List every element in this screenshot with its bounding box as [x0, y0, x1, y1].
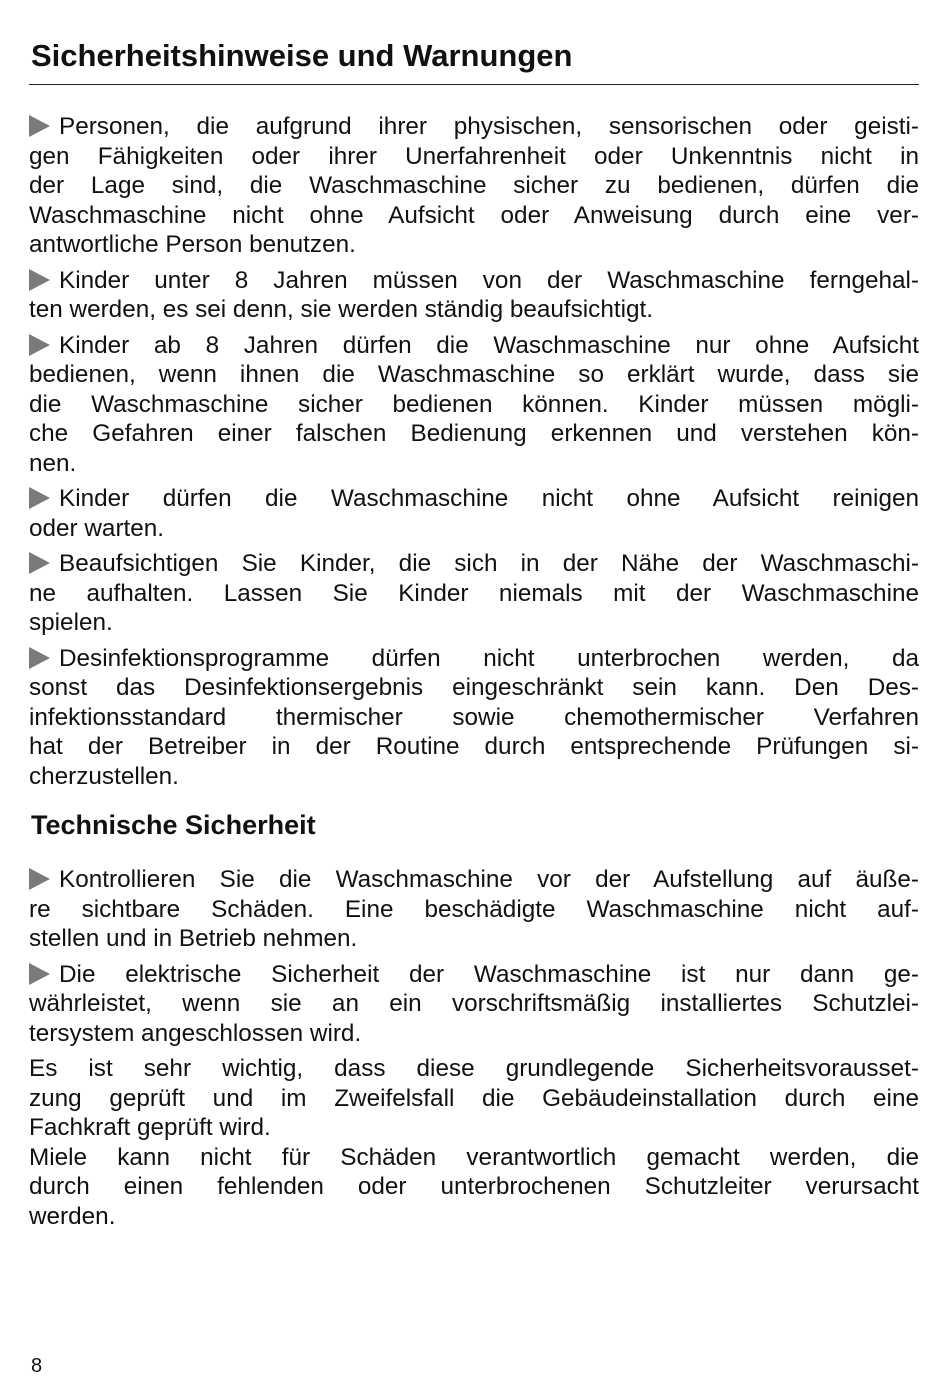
- text-line: [29, 865, 919, 895]
- text-line: [29, 266, 919, 296]
- technical-safety-list: [29, 865, 919, 1048]
- text-line: [29, 360, 919, 390]
- technical-safety-notes: [29, 1054, 919, 1231]
- text-line: [29, 1202, 919, 1232]
- text-line: [29, 142, 919, 172]
- text-line: [29, 484, 919, 514]
- text-line: [29, 295, 919, 325]
- text-line-content: Fachkraft geprüft wird.: [29, 1114, 271, 1141]
- bullet-item: [29, 266, 919, 325]
- text-line: [29, 960, 919, 990]
- text-line-content: Kinder ab 8 Jahren dürfen die Waschmaschine nur ohne Aufsicht: [59, 331, 919, 359]
- text-line: [29, 762, 919, 792]
- text-line-content: infektionsstandard thermischer sowie chemothermischer Verfahren: [29, 703, 919, 731]
- text-line-content: sonst das Desinfektionsergebnis eingeschränkt sein kann. Den Des-: [29, 674, 919, 701]
- page-content: [29, 36, 919, 1231]
- text-line: [29, 449, 919, 479]
- text-line: [29, 171, 919, 201]
- triangle-right-bullet-icon: [29, 552, 50, 574]
- text-line: [29, 331, 919, 361]
- text-line-content: die Waschmaschine sicher bedienen können. Kinder müssen mögli-: [29, 390, 919, 418]
- text-line-content: tersystem angeschlossen wird.: [29, 1019, 362, 1047]
- text-line-content: Beaufsichtigen Sie Kinder, die sich in der Nähe der Waschmaschi-: [59, 550, 919, 577]
- text-line-content: hat der Betreiber in der Routine durch entsprechende Prüfungen si-: [29, 733, 919, 760]
- triangle-right-bullet-icon: [29, 963, 50, 985]
- text-line: [29, 549, 919, 579]
- text-line-content: währleistet, wenn sie an ein vorschriftsmäßig installiertes Schutzlei-: [29, 990, 919, 1017]
- text-line-content: durch einen fehlenden oder unterbrochenen Schutzleiter verursacht: [29, 1173, 919, 1200]
- text-line-content: stellen und in Betrieb nehmen.: [29, 925, 358, 952]
- text-line-content: antwortliche Person benutzen.: [29, 231, 356, 258]
- page-number: 8: [31, 1355, 43, 1377]
- text-line-content: ten werden, es sei denn, sie werden ständig beaufsichtigt.: [29, 296, 654, 323]
- bullet-item: [29, 960, 919, 1049]
- text-line-content: Personen, die aufgrund ihrer physischen, sensorischen oder geisti-: [59, 113, 919, 140]
- triangle-right-bullet-icon: [29, 269, 50, 291]
- text-line: [29, 895, 919, 925]
- triangle-right-bullet-icon: [29, 334, 50, 356]
- text-line: [29, 608, 919, 638]
- bullet-item: [29, 484, 919, 543]
- text-line: [29, 1019, 919, 1049]
- bullet-item: [29, 865, 919, 954]
- section-title: Sicherheitshinweise und Warnungen: [29, 36, 919, 85]
- triangle-right-bullet-icon: [29, 868, 50, 890]
- text-line-content: cherzustellen.: [29, 762, 179, 790]
- text-line-content: Miele kann nicht für Schäden verantwortlich gemacht werden, die: [29, 1143, 919, 1171]
- text-line: [29, 230, 919, 260]
- bullet-item: [29, 549, 919, 638]
- text-line-content: Es ist sehr wichtig, dass diese grundlegende Sicherheitsvorausset-: [29, 1055, 919, 1082]
- text-line: [29, 644, 919, 674]
- safety-warnings-list: [29, 112, 919, 791]
- text-line: [29, 924, 919, 954]
- text-line: [29, 579, 919, 609]
- triangle-right-bullet-icon: [29, 115, 50, 137]
- text-line-content: werden.: [29, 1202, 116, 1230]
- text-line-content: bedienen, wenn ihnen die Waschmaschine so erklärt wurde, dass sie: [29, 361, 919, 388]
- text-line-content: spielen.: [29, 609, 113, 636]
- text-line-content: Die elektrische Sicherheit der Waschmaschine ist nur dann ge-: [59, 960, 919, 988]
- text-line-content: der Lage sind, die Waschmaschine sicher zu bedienen, dürfen die: [29, 172, 919, 199]
- text-line-content: Kinder unter 8 Jahren müssen von der Waschmaschine ferngehal-: [59, 266, 919, 294]
- text-line-content: Kinder dürfen die Waschmaschine nicht ohne Aufsicht reinigen: [59, 485, 919, 512]
- text-line-content: che Gefahren einer falschen Bedienung erkennen und verstehen kön-: [29, 420, 919, 447]
- text-line: [29, 1113, 919, 1143]
- text-line-content: ne aufhalten. Lassen Sie Kinder niemals mit der Waschmaschine: [29, 579, 919, 607]
- bullet-item: [29, 331, 919, 479]
- text-line: [29, 419, 919, 449]
- triangle-right-bullet-icon: [29, 647, 50, 669]
- note-paragraph: [29, 1143, 919, 1232]
- text-line-content: nen.: [29, 449, 77, 477]
- text-line: [29, 514, 919, 544]
- text-line: [29, 1172, 919, 1202]
- text-line-content: Kontrollieren Sie die Waschmaschine vor der Aufstellung auf äuße-: [59, 866, 919, 893]
- bullet-item: [29, 112, 919, 260]
- text-line-content: oder warten.: [29, 514, 165, 542]
- subsection-title: Technische Sicherheit: [31, 810, 316, 840]
- text-line: [29, 989, 919, 1019]
- text-line: [29, 703, 919, 733]
- text-line-content: gen Fähigkeiten oder ihrer Unerfahrenheit oder Unkenntnis nicht in: [29, 142, 919, 170]
- text-line-content: re sichtbare Schäden. Eine beschädigte Waschmaschine nicht auf-: [29, 895, 919, 923]
- text-line: [29, 1143, 919, 1173]
- text-line: [29, 673, 919, 703]
- text-line: [29, 732, 919, 762]
- text-line: [29, 390, 919, 420]
- triangle-right-bullet-icon: [29, 487, 50, 509]
- text-line: [29, 112, 919, 142]
- text-line: [29, 1084, 919, 1114]
- text-line: [29, 201, 919, 231]
- text-line-content: zung geprüft und im Zweifelsfall die Gebäudeinstallation durch eine: [29, 1084, 919, 1112]
- text-line-content: Desinfektionsprogramme dürfen nicht unterbrochen werden, da: [59, 644, 919, 672]
- note-paragraph: [29, 1054, 919, 1143]
- text-line-content: Waschmaschine nicht ohne Aufsicht oder Anweisung durch eine ver-: [29, 201, 919, 229]
- text-line: [29, 1054, 919, 1084]
- bullet-item: [29, 644, 919, 792]
